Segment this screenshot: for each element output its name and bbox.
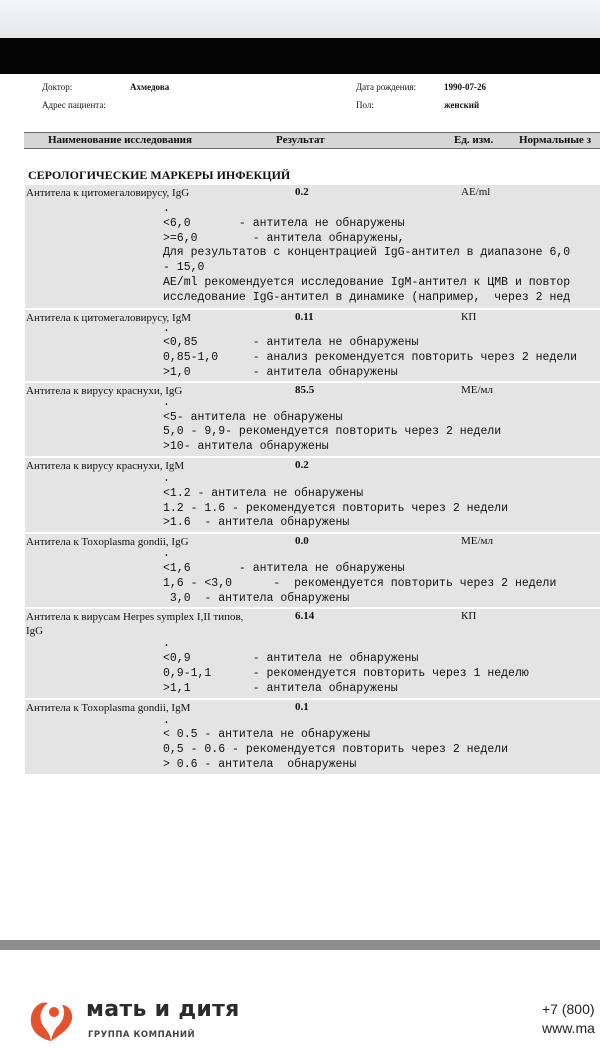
test-result: 0.2 [295,186,309,198]
test-name: Антитела к вирусу краснухи, IgG [26,384,183,397]
result-row [25,185,600,308]
mother-child-logo-icon [26,999,76,1043]
test-result: 6.14 [295,610,315,623]
column-unit-header: Ед. изм. [454,134,494,146]
footer [0,950,600,1063]
footer-divider [0,940,600,950]
result-row [25,700,600,774]
test-name: Антитела к цитомегаловирусу, IgG [26,187,190,199]
section-title: СЕРОЛОГИЧЕСКИЕ МАРКЕРЫ ИНФЕКЦИЙ [28,168,291,182]
doctor-label: Доктор: [42,82,73,92]
patient-info [0,74,600,124]
test-result: 0.11 [295,310,314,323]
test-unit: МЕ/мл [461,535,494,548]
result-row [25,310,600,381]
birth-date-value: 1990-07-26 [444,82,486,92]
test-name: Антитела к вирусу краснухи, IgM [26,459,185,472]
results-table-header [24,132,600,149]
reference-notes: . <1.2 - антитела не обнаружены 1.2 - 1.6 - рекомендуется повторить через 2 недели >1.6 - антитела обнаружены [163,471,509,530]
test-name: Антитела к Toxoplasma gondii, IgM [26,701,191,714]
sex-value: женский [444,100,480,110]
brand-tagline: ГРУППА КОМПАНИЙ [88,1030,196,1040]
column-result-header: Результат [276,134,325,146]
results-list [0,185,600,774]
test-result: 0.2 [295,458,309,471]
reference-notes: . < 0.5 - антитела не обнаружены 0,5 - 0.6 - рекомендуется повторить через 2 недели > 0.6 - антитела обнаружены [163,713,509,771]
test-name: Антитела к Toxoplasma gondii, IgG [26,536,189,549]
column-name-header: Наименование исследования [48,134,192,146]
column-normal-header: Нормальные з [519,134,591,146]
top-black-bar [0,38,600,74]
status-bar-area [0,0,600,38]
doctor-name: Ахмедова [130,82,170,92]
reference-notes: . <0,85 - антитела не обнаружены 0,85-1,0 - анализ рекомендуется повторить через 2 недели >1,0 - антитела обнаружены [163,321,578,379]
result-row [25,534,600,607]
test-result: 0.1 [295,700,309,713]
result-row [25,383,600,456]
contact-phone[interactable]: +7 (800) [542,1001,595,1017]
test-result: 0.0 [295,535,309,548]
test-unit: КП [461,610,477,623]
result-row [25,458,600,532]
result-row [25,609,600,697]
reference-notes: . <0,9 - антитела не обнаружены 0,9-1,1 - рекомендуется повторить через 1 неделю >1,1 - антитела обнаружены [163,637,529,695]
reference-notes: . <6,0 - антитела не обнаружены >=6,0 - антитела обнаружены, Для результатов с концентрацией IgG-антител в диапазоне 6,0 - 15,0 AE/ml рекомендуется исследование IgM-антител к ЦМВ и повтор исследование IgG-антител в динамике (например, через 2 нед [163,202,571,304]
test-name: Антитела к цитомегаловирусу, IgM [26,311,191,324]
test-unit: МЕ/мл [461,383,494,396]
test-unit: AE/ml [461,186,491,198]
birth-date-label: Дата рождения: [356,82,417,92]
test-result: 85.5 [295,383,315,396]
contact-website[interactable]: www.ma [542,1020,595,1036]
test-name: Антитела к вирусам Herpes symplex I,II типов, IgG [26,611,244,638]
sex-label: Пол: [356,100,374,110]
reference-notes: . <5- антитела не обнаружены 5,0 - 9,9- рекомендуется повторить через 2 недели >10- антитела обнаружены [163,395,502,454]
test-unit: КП [461,310,477,323]
reference-notes: . <1,6 - антитела не обнаружены 1,6 - <3,0 - рекомендуется повторить через 2 недели 3,0 - антитела обнаружены [163,547,557,605]
brand-name: мать и дитя [86,997,240,1022]
address-label: Адрес пациента: [42,100,106,110]
